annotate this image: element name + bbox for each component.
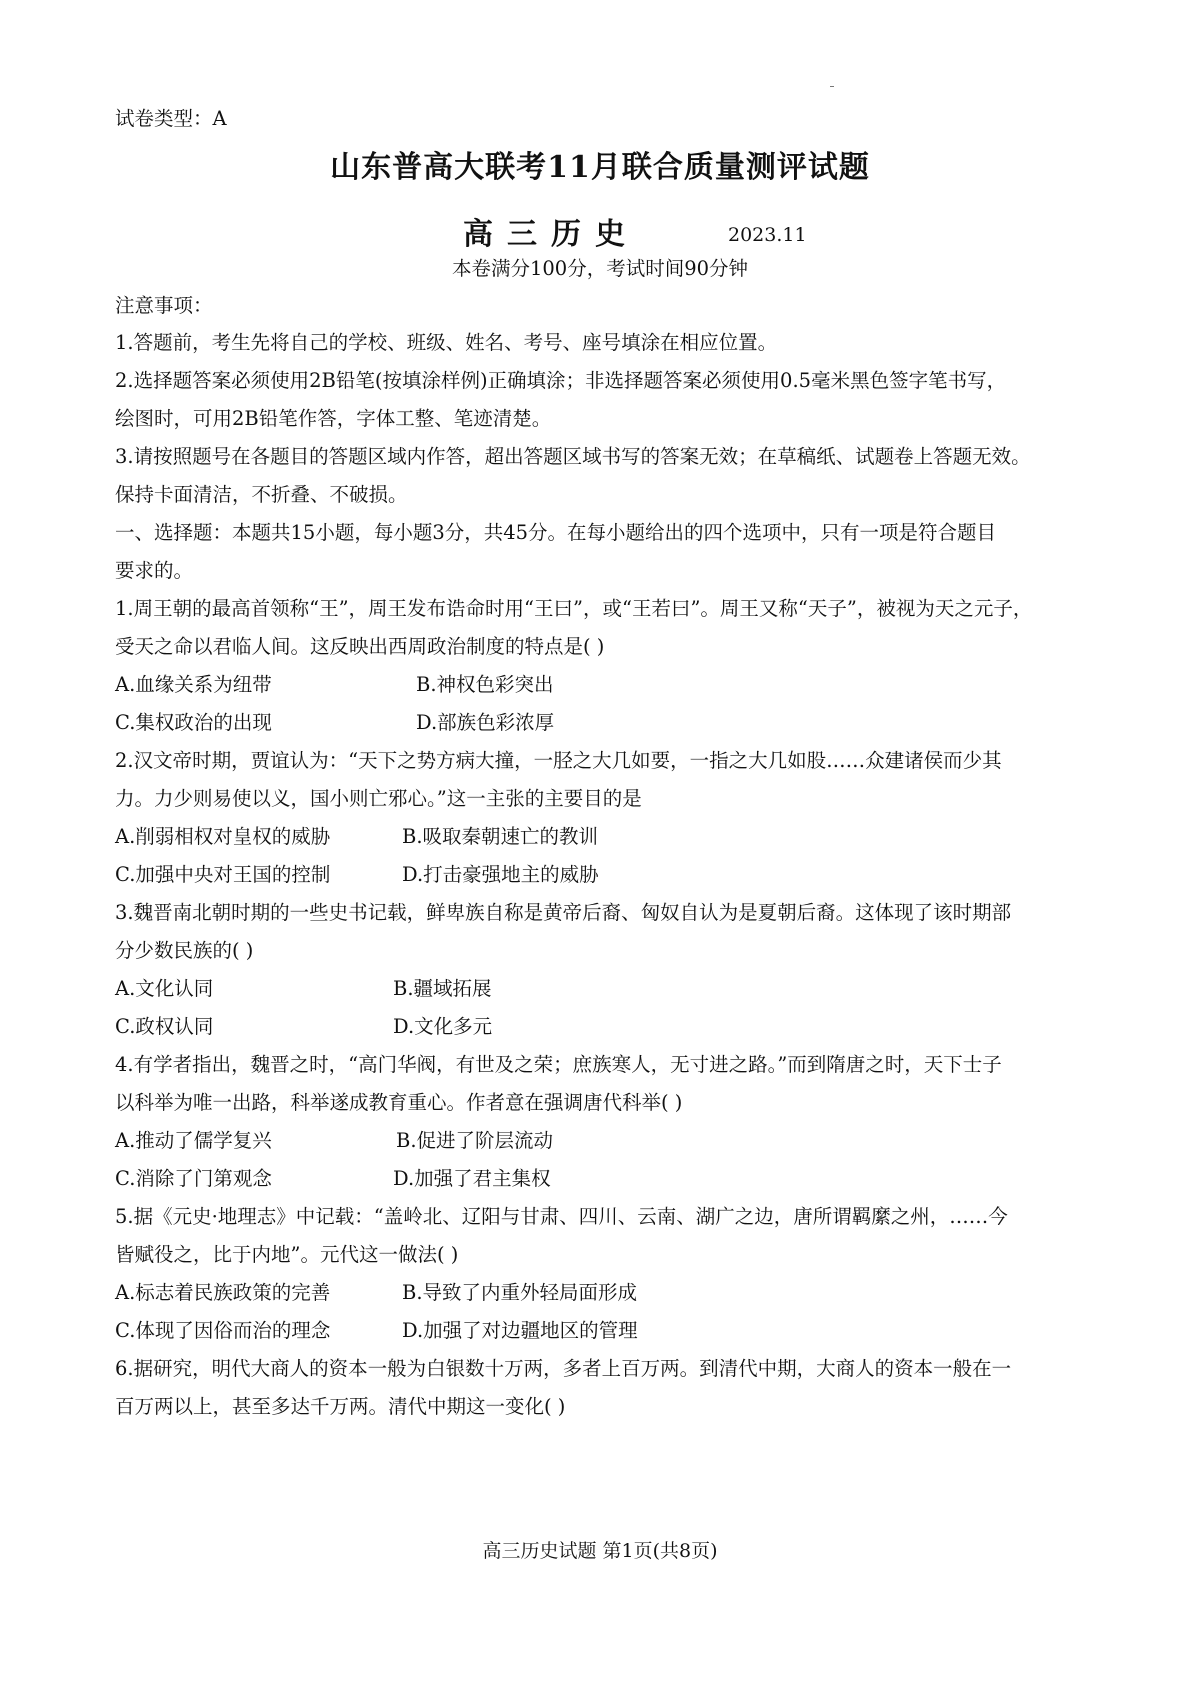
question-3-option-d[interactable]: D.文化多元 [393,1015,493,1038]
question-5-option-c[interactable]: C.体现了因俗而治的理念 [115,1319,331,1342]
exam-title: 山东普高大联考11月联合质量测评试题 [330,150,870,185]
scan-mark [830,86,834,87]
note-1: 1.答题前，考生先将自己的学校、班级、姓名、考号、座号填涂在相应位置。 [115,331,778,354]
question-1-option-c[interactable]: C.集权政治的出现 [115,711,272,734]
question-3-option-a[interactable]: A.文化认同 [115,977,214,1000]
question-3-line-2: 分少数民族的( ) [115,939,254,962]
question-5-option-d[interactable]: D.加强了对边疆地区的管理 [402,1319,638,1342]
exam-date: 2023.11 [728,224,807,246]
question-1-option-a[interactable]: A.血缘关系为纽带 [115,673,272,696]
question-1-option-b[interactable]: B.神权色彩突出 [416,673,554,696]
question-5-line-2: 皆赋役之，比于内地”。元代这一做法( ) [115,1243,459,1266]
question-3-line-1: 3.魏晋南北朝时期的一些史书记载，鲜卑族自称是黄帝后裔、匈奴自认为是夏朝后裔。这体现了该时期部 [115,901,1012,924]
notes-heading: 注意事项： [115,294,213,317]
note-3-line-1: 3.请按照题号在各题目的答题区域内作答，超出答题区域书写的答案无效；在草稿纸、试题卷上答题无效。 [115,445,1031,468]
question-2-line-2: 力。力少则易使以义，国小则亡邪心。”这一主张的主要目的是 [115,787,642,810]
note-2-line-2: 绘图时，可用2B铅笔作答，字体工整、笔迹清楚。 [115,407,552,430]
subject-title: 高三历史 [463,217,639,252]
question-6-line-1: 6.据研究，明代大商人的资本一般为白银数十万两，多者上百万两。到清代中期，大商人的资本一般在一 [115,1357,1012,1380]
question-3-option-c[interactable]: C.政权认同 [115,1015,214,1038]
question-5-option-b[interactable]: B.导致了内重外轻局面形成 [402,1281,638,1304]
question-2-option-a[interactable]: A.削弱相权对皇权的威胁 [115,825,331,848]
question-4-line-1: 4.有学者指出，魏晋之时，“高门华阀，有世及之荣；庶族寒人，无寸进之路。”而到隋唐之时，天下士子 [115,1053,1002,1076]
exam-info: 本卷满分100分，考试时间90分钟 [451,257,749,280]
question-1-option-d[interactable]: D.部族色彩浓厚 [416,711,555,734]
question-1-line-2: 受天之命以君临人间。这反映出西周政治制度的特点是( ) [115,635,605,658]
note-3-line-2: 保持卡面清洁，不折叠、不破损。 [115,483,408,506]
section-heading-line-2: 要求的。 [115,559,194,582]
question-2-option-d[interactable]: D.打击豪强地主的威胁 [402,863,599,886]
question-3-option-b[interactable]: B.疆域拓展 [393,977,492,1000]
question-5-line-1: 5.据《元史·地理志》中记载：“盖岭北、辽阳与甘肃、四川、云南、湖广之边，唐所谓羁縻之州，……今 [115,1205,1008,1228]
page-footer: 高三历史试题 第1页(共8页) [482,1540,718,1562]
question-1-line-1: 1.周王朝的最高首领称“王”，周王发布诰命时用“王曰”，或“王若曰”。周王又称“天子”，被视为天之元子， [115,597,1033,620]
question-2-option-c[interactable]: C.加强中央对王国的控制 [115,863,331,886]
question-4-option-a[interactable]: A.推动了儒学复兴 [115,1129,272,1152]
question-2-line-1: 2.汉文帝时期，贾谊认为：“天下之势方病大撞，一胫之大几如要，一指之大几如股……众建诸侯而少其 [115,749,1002,772]
question-4-line-2: 以科举为唯一出路，科举遂成教育重心。作者意在强调唐代科举( ) [115,1091,683,1114]
paper-type: 试卷类型：A [115,107,227,130]
question-6-line-2: 百万两以上，甚至多达千万两。清代中期这一变化( ) [115,1395,566,1418]
question-4-option-b[interactable]: B.促进了阶层流动 [396,1129,554,1152]
question-5-option-a[interactable]: A.标志着民族政策的完善 [115,1281,331,1304]
question-2-option-b[interactable]: B.吸取秦朝速亡的教训 [402,825,599,848]
question-4-option-d[interactable]: D.加强了君主集权 [393,1167,551,1190]
question-4-option-c[interactable]: C.消除了门第观念 [115,1167,272,1190]
note-2-line-1: 2.选择题答案必须使用2B铅笔(按填涂样例)正确填涂；非选择题答案必须使用0.5毫米黑色签字笔书写， [115,369,1007,392]
section-heading-line-1: 一、选择题：本题共15小题，每小题3分，共45分。在每小题给出的四个选项中，只有一项是符合题目 [115,521,997,544]
